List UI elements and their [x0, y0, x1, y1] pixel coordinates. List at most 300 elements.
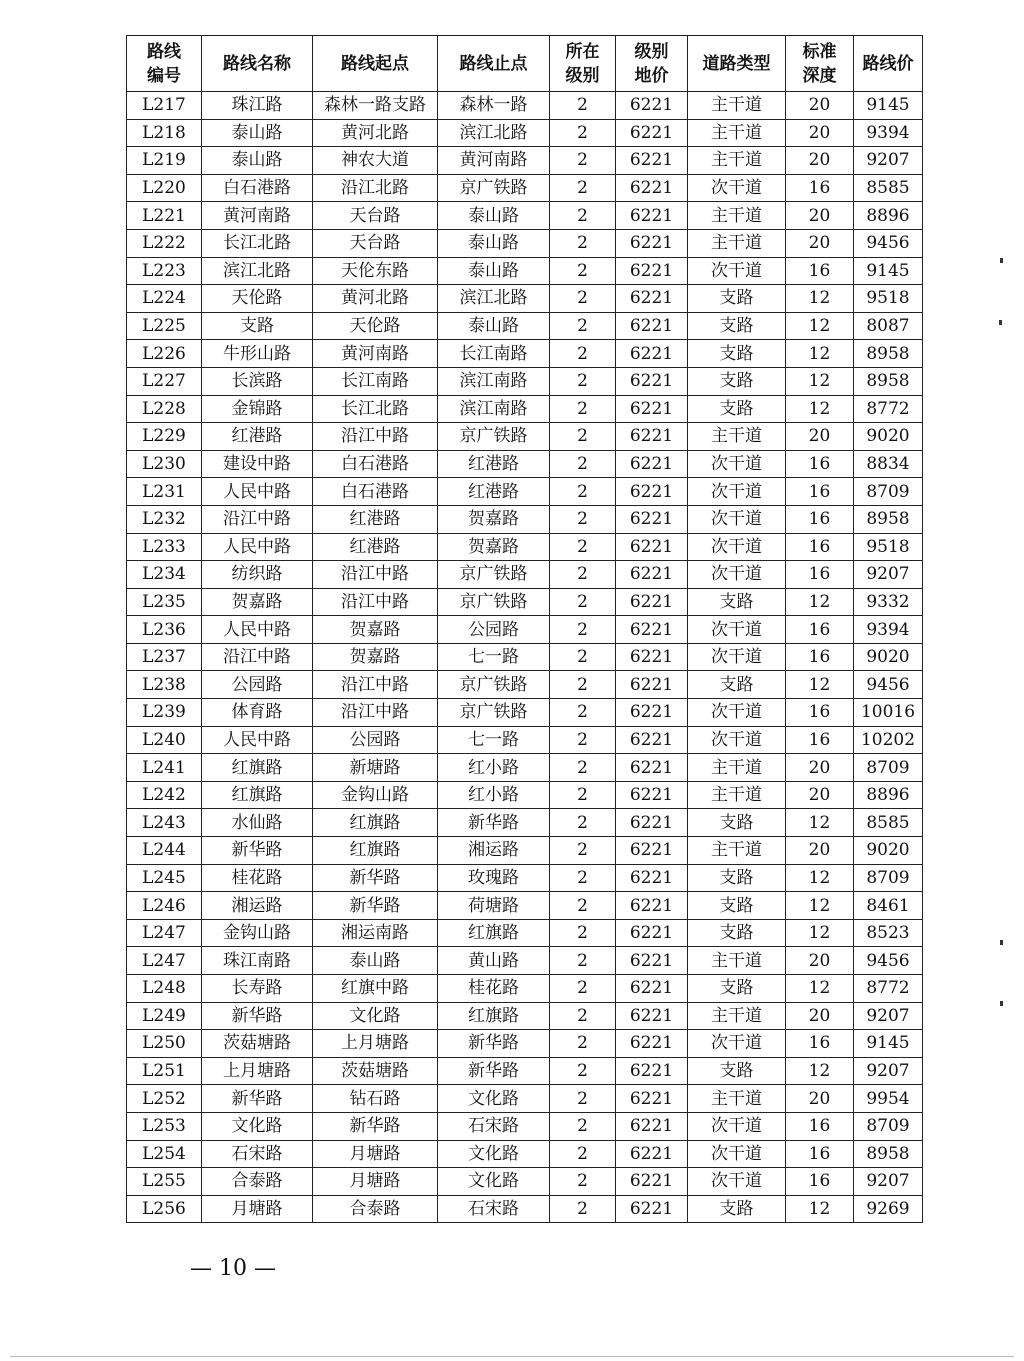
table-row: [127, 174, 923, 202]
table-cell: 贺嘉路: [202, 588, 313, 616]
table-cell: 12: [786, 340, 854, 368]
table-cell: 京广铁路: [438, 561, 550, 589]
table-cell: 10202: [854, 726, 923, 754]
table-cell: L233: [127, 533, 202, 561]
table-cell: 2: [550, 1112, 616, 1140]
table-cell: 玫瑰路: [438, 864, 550, 892]
table-cell: 新华路: [202, 1002, 313, 1030]
table-cell: 泰山路: [202, 147, 313, 175]
table-cell: 京广铁路: [438, 174, 550, 202]
table-cell: 2: [550, 975, 616, 1003]
table-cell: L227: [127, 367, 202, 395]
table-cell: 主干道: [688, 423, 786, 451]
table-cell: L243: [127, 809, 202, 837]
table-cell: 8834: [854, 450, 923, 478]
table-cell: 红旗中路: [313, 975, 438, 1003]
table-cell: 20: [786, 781, 854, 809]
table-row: [127, 147, 923, 175]
table-cell: 2: [550, 1140, 616, 1168]
table-cell: 次干道: [688, 561, 786, 589]
table-cell: 2: [550, 340, 616, 368]
table-cell: 20: [786, 92, 854, 120]
table-cell: 6221: [616, 147, 688, 175]
table-cell: 12: [786, 975, 854, 1003]
table-cell: 6221: [616, 947, 688, 975]
table-cell: L250: [127, 1030, 202, 1058]
table-cell: 12: [786, 312, 854, 340]
table-cell: 2: [550, 1168, 616, 1196]
table-cell: L246: [127, 892, 202, 920]
table-cell: L244: [127, 837, 202, 865]
table-cell: 沿江中路: [202, 505, 313, 533]
table-cell: 新华路: [313, 1112, 438, 1140]
table-row: [127, 699, 923, 727]
table-cell: 2: [550, 533, 616, 561]
table-cell: 2: [550, 202, 616, 230]
table-cell: 16: [786, 616, 854, 644]
table-cell: 长江北路: [313, 395, 438, 423]
table-row: [127, 119, 923, 147]
table-row: [127, 588, 923, 616]
table-cell: 6221: [616, 1085, 688, 1113]
table-cell: 黄河南路: [313, 340, 438, 368]
table-cell: 6221: [616, 754, 688, 782]
table-cell: 森林一路: [438, 92, 550, 120]
table-row: [127, 340, 923, 368]
table-cell: 主干道: [688, 147, 786, 175]
table-cell: 人民中路: [202, 726, 313, 754]
table-cell: 20: [786, 202, 854, 230]
table-cell: L224: [127, 285, 202, 313]
table-cell: 2: [550, 616, 616, 644]
table-cell: L247: [127, 947, 202, 975]
table-cell: 支路: [688, 340, 786, 368]
page-bottom-edge: [10, 1356, 1014, 1357]
table-cell: 茨菇塘路: [313, 1057, 438, 1085]
table-cell: 长江南路: [313, 367, 438, 395]
table-cell: 湘运路: [202, 892, 313, 920]
table-cell: 钻石路: [313, 1085, 438, 1113]
table-cell: 9394: [854, 616, 923, 644]
table-cell: 白石港路: [313, 450, 438, 478]
table-cell: 9518: [854, 533, 923, 561]
table-cell: 森林一路支路: [313, 92, 438, 120]
table-cell: 主干道: [688, 229, 786, 257]
table-cell: 滨江南路: [438, 395, 550, 423]
table-cell: 黄山路: [438, 947, 550, 975]
column-header: 路线 编号: [127, 36, 202, 92]
route-price-table: [126, 35, 923, 1223]
table-cell: 沿江中路: [313, 423, 438, 451]
table-cell: 8896: [854, 202, 923, 230]
table-cell: 白石港路: [202, 174, 313, 202]
table-cell: 沿江中路: [313, 561, 438, 589]
table-cell: 荷塘路: [438, 892, 550, 920]
table-cell: 2: [550, 892, 616, 920]
table-cell: 12: [786, 671, 854, 699]
table-cell: 红旗路: [438, 919, 550, 947]
table-cell: 贺嘉路: [438, 505, 550, 533]
table-cell: 支路: [688, 919, 786, 947]
table-cell: 20: [786, 1085, 854, 1113]
table-cell: 支路: [688, 312, 786, 340]
table-cell: 桂花路: [438, 975, 550, 1003]
table-row: [127, 892, 923, 920]
table-cell: 沿江中路: [313, 671, 438, 699]
table-cell: 新华路: [438, 809, 550, 837]
table-cell: L248: [127, 975, 202, 1003]
table-cell: 新华路: [438, 1030, 550, 1058]
table-cell: 次干道: [688, 174, 786, 202]
table-cell: 红港路: [313, 505, 438, 533]
table-cell: 2: [550, 671, 616, 699]
table-cell: 12: [786, 588, 854, 616]
table-cell: 茨菇塘路: [202, 1030, 313, 1058]
table-cell: 6221: [616, 892, 688, 920]
table-cell: 黄河南路: [438, 147, 550, 175]
table-cell: 6221: [616, 1002, 688, 1030]
table-cell: L249: [127, 1002, 202, 1030]
table-cell: 滨江北路: [202, 257, 313, 285]
table-cell: 次干道: [688, 1030, 786, 1058]
table-row: [127, 754, 923, 782]
table-row: [127, 367, 923, 395]
table-cell: 沿江北路: [313, 174, 438, 202]
table-cell: 石宋路: [202, 1140, 313, 1168]
table-cell: 2: [550, 781, 616, 809]
table-cell: 次干道: [688, 505, 786, 533]
table-cell: 滨江北路: [438, 285, 550, 313]
table-cell: 2: [550, 837, 616, 865]
table-cell: 16: [786, 699, 854, 727]
table-cell: 七一路: [438, 726, 550, 754]
table-cell: 支路: [688, 1057, 786, 1085]
table-cell: 珠江路: [202, 92, 313, 120]
table-cell: 支路: [688, 395, 786, 423]
table-cell: 天台路: [313, 202, 438, 230]
table-cell: L252: [127, 1085, 202, 1113]
table-cell: L254: [127, 1140, 202, 1168]
table-cell: 黄河北路: [313, 285, 438, 313]
table-cell: 次干道: [688, 1140, 786, 1168]
table-row: [127, 423, 923, 451]
table-cell: 新华路: [202, 1085, 313, 1113]
table-row: [127, 616, 923, 644]
table-cell: 2: [550, 1195, 616, 1223]
table-cell: 长江北路: [202, 229, 313, 257]
table-cell: 新华路: [438, 1057, 550, 1085]
table-cell: 合泰路: [202, 1168, 313, 1196]
table-cell: 12: [786, 919, 854, 947]
table-cell: 公园路: [202, 671, 313, 699]
table-cell: 8958: [854, 367, 923, 395]
table-cell: 人民中路: [202, 478, 313, 506]
table-cell: 12: [786, 395, 854, 423]
table-cell: 滨江南路: [438, 367, 550, 395]
column-header: 级别 地价: [616, 36, 688, 92]
table-cell: 2: [550, 423, 616, 451]
table-cell: L220: [127, 174, 202, 202]
table-row: [127, 1140, 923, 1168]
table-cell: 新华路: [202, 837, 313, 865]
scan-mark: [1000, 940, 1003, 945]
table-cell: 9269: [854, 1195, 923, 1223]
table-cell: 16: [786, 1030, 854, 1058]
table-row: [127, 1112, 923, 1140]
table-cell: L229: [127, 423, 202, 451]
table-cell: L237: [127, 643, 202, 671]
table-cell: 9145: [854, 1030, 923, 1058]
table-cell: 9145: [854, 92, 923, 120]
table-cell: 支路: [688, 1195, 786, 1223]
table-cell: 红旗路: [313, 837, 438, 865]
table-cell: L228: [127, 395, 202, 423]
table-cell: 12: [786, 367, 854, 395]
table-cell: L236: [127, 616, 202, 644]
table-cell: 6221: [616, 367, 688, 395]
table-cell: 2: [550, 809, 616, 837]
table-cell: 8958: [854, 340, 923, 368]
table-cell: L221: [127, 202, 202, 230]
table-cell: 8896: [854, 781, 923, 809]
table-cell: 文化路: [438, 1140, 550, 1168]
table-cell: 9332: [854, 588, 923, 616]
table-cell: 泰山路: [313, 947, 438, 975]
table-cell: 天台路: [313, 229, 438, 257]
table-cell: 20: [786, 423, 854, 451]
table-cell: 6221: [616, 395, 688, 423]
table-cell: 新华路: [313, 892, 438, 920]
table-cell: L238: [127, 671, 202, 699]
table-cell: 水仙路: [202, 809, 313, 837]
table-cell: 公园路: [438, 616, 550, 644]
table-row: [127, 726, 923, 754]
table-cell: 6221: [616, 1030, 688, 1058]
page-number: — 10 —: [190, 1256, 276, 1281]
column-header: 路线名称: [202, 36, 313, 92]
table-cell: 长寿路: [202, 975, 313, 1003]
table-cell: 9394: [854, 119, 923, 147]
table-cell: 贺嘉路: [313, 616, 438, 644]
table-cell: 上月塘路: [202, 1057, 313, 1085]
table-row: [127, 1002, 923, 1030]
table-cell: 16: [786, 643, 854, 671]
table-cell: 2: [550, 1030, 616, 1058]
table-cell: 8523: [854, 919, 923, 947]
table-cell: 红港路: [438, 478, 550, 506]
table-cell: 2: [550, 285, 616, 313]
table-row: [127, 837, 923, 865]
table-cell: L230: [127, 450, 202, 478]
table-cell: 6221: [616, 726, 688, 754]
table-cell: 16: [786, 505, 854, 533]
table-cell: 20: [786, 119, 854, 147]
table-cell: 6221: [616, 202, 688, 230]
table-cell: 2: [550, 174, 616, 202]
table-cell: 8461: [854, 892, 923, 920]
table-cell: 体育路: [202, 699, 313, 727]
table-row: [127, 533, 923, 561]
table-cell: L234: [127, 561, 202, 589]
table-cell: L256: [127, 1195, 202, 1223]
table-cell: 文化路: [202, 1112, 313, 1140]
table-cell: 16: [786, 726, 854, 754]
table-cell: 20: [786, 947, 854, 975]
table-cell: 红旗路: [202, 781, 313, 809]
table-cell: 红小路: [438, 754, 550, 782]
table-cell: 贺嘉路: [438, 533, 550, 561]
table-cell: 10016: [854, 699, 923, 727]
table-row: [127, 1195, 923, 1223]
table-cell: 9020: [854, 423, 923, 451]
table-cell: 20: [786, 837, 854, 865]
table-cell: 泰山路: [438, 229, 550, 257]
table-cell: 主干道: [688, 119, 786, 147]
table-row: [127, 919, 923, 947]
table-cell: 2: [550, 1057, 616, 1085]
table-cell: 8585: [854, 809, 923, 837]
table-cell: 9020: [854, 643, 923, 671]
table-cell: 9456: [854, 947, 923, 975]
table-cell: 京广铁路: [438, 588, 550, 616]
table-cell: 2: [550, 643, 616, 671]
table-cell: L222: [127, 229, 202, 257]
table-cell: 9207: [854, 1002, 923, 1030]
table-header-row: [127, 36, 923, 92]
table-cell: 文化路: [438, 1168, 550, 1196]
table-cell: 支路: [688, 367, 786, 395]
column-header: 路线价: [854, 36, 923, 92]
table-cell: 桂花路: [202, 864, 313, 892]
table-cell: 建设中路: [202, 450, 313, 478]
table-cell: 长滨路: [202, 367, 313, 395]
table-cell: 红港路: [202, 423, 313, 451]
table-cell: 6221: [616, 450, 688, 478]
table-cell: 天伦东路: [313, 257, 438, 285]
table-cell: 月塘路: [313, 1168, 438, 1196]
table-cell: L247: [127, 919, 202, 947]
table-row: [127, 781, 923, 809]
table-cell: 月塘路: [313, 1140, 438, 1168]
table-row: [127, 643, 923, 671]
table-cell: 6221: [616, 864, 688, 892]
table-cell: 支路: [688, 864, 786, 892]
table-cell: L253: [127, 1112, 202, 1140]
table-cell: 20: [786, 1002, 854, 1030]
table-cell: 支路: [688, 285, 786, 313]
table-cell: 6221: [616, 809, 688, 837]
table-cell: 纺织路: [202, 561, 313, 589]
table-cell: L235: [127, 588, 202, 616]
table-cell: L241: [127, 754, 202, 782]
table-row: [127, 478, 923, 506]
table-cell: 6221: [616, 1140, 688, 1168]
table-row: [127, 1168, 923, 1196]
table-cell: 支路: [202, 312, 313, 340]
table-cell: 6221: [616, 671, 688, 699]
table-cell: 次干道: [688, 478, 786, 506]
table-cell: 牛形山路: [202, 340, 313, 368]
table-cell: 金钩山路: [202, 919, 313, 947]
table-cell: 8709: [854, 478, 923, 506]
table-cell: 主干道: [688, 754, 786, 782]
table-cell: 石宋路: [438, 1195, 550, 1223]
column-header: 道路类型: [688, 36, 786, 92]
table-cell: 6221: [616, 837, 688, 865]
table-cell: 次干道: [688, 257, 786, 285]
table-cell: 泰山路: [438, 202, 550, 230]
table-row: [127, 561, 923, 589]
table-cell: 红旗路: [438, 1002, 550, 1030]
table-cell: 6221: [616, 312, 688, 340]
table-cell: 8958: [854, 1140, 923, 1168]
table-cell: L217: [127, 92, 202, 120]
table-cell: 2: [550, 147, 616, 175]
table-cell: 6221: [616, 423, 688, 451]
table-row: [127, 864, 923, 892]
table-cell: 支路: [688, 975, 786, 1003]
table-cell: L245: [127, 864, 202, 892]
table-cell: 6221: [616, 229, 688, 257]
table-row: [127, 1057, 923, 1085]
table-cell: 16: [786, 561, 854, 589]
table-row: [127, 312, 923, 340]
table-body: [127, 92, 923, 1223]
table-cell: 6221: [616, 588, 688, 616]
table-cell: 9456: [854, 229, 923, 257]
table-cell: 滨江北路: [438, 119, 550, 147]
table-cell: 12: [786, 864, 854, 892]
table-cell: 2: [550, 561, 616, 589]
table-cell: 20: [786, 229, 854, 257]
table-cell: 2: [550, 478, 616, 506]
column-header: 路线起点: [313, 36, 438, 92]
table-cell: 泰山路: [438, 312, 550, 340]
table-cell: L239: [127, 699, 202, 727]
table-cell: 红旗路: [313, 809, 438, 837]
table-cell: 6221: [616, 699, 688, 727]
table-cell: 红旗路: [202, 754, 313, 782]
table-cell: 6221: [616, 340, 688, 368]
column-header: 路线止点: [438, 36, 550, 92]
table-cell: 12: [786, 809, 854, 837]
table-cell: 神农大道: [313, 147, 438, 175]
table-cell: 6221: [616, 478, 688, 506]
table-cell: 6221: [616, 975, 688, 1003]
table-cell: 6221: [616, 119, 688, 147]
table-cell: 9518: [854, 285, 923, 313]
table-row: [127, 229, 923, 257]
table-row: [127, 1030, 923, 1058]
table-cell: 6221: [616, 781, 688, 809]
table-cell: 支路: [688, 892, 786, 920]
table-cell: 次干道: [688, 1112, 786, 1140]
table-cell: 2: [550, 367, 616, 395]
table-row: [127, 1085, 923, 1113]
table-cell: 天伦路: [313, 312, 438, 340]
table-cell: 20: [786, 147, 854, 175]
table-cell: 9207: [854, 147, 923, 175]
table-cell: 支路: [688, 588, 786, 616]
table-cell: 6221: [616, 1168, 688, 1196]
table-cell: 次干道: [688, 616, 786, 644]
table-cell: 12: [786, 285, 854, 313]
table-cell: 20: [786, 754, 854, 782]
table-cell: 合泰路: [313, 1195, 438, 1223]
table-cell: 9020: [854, 837, 923, 865]
table-cell: 泰山路: [438, 257, 550, 285]
table-cell: 8709: [854, 1112, 923, 1140]
